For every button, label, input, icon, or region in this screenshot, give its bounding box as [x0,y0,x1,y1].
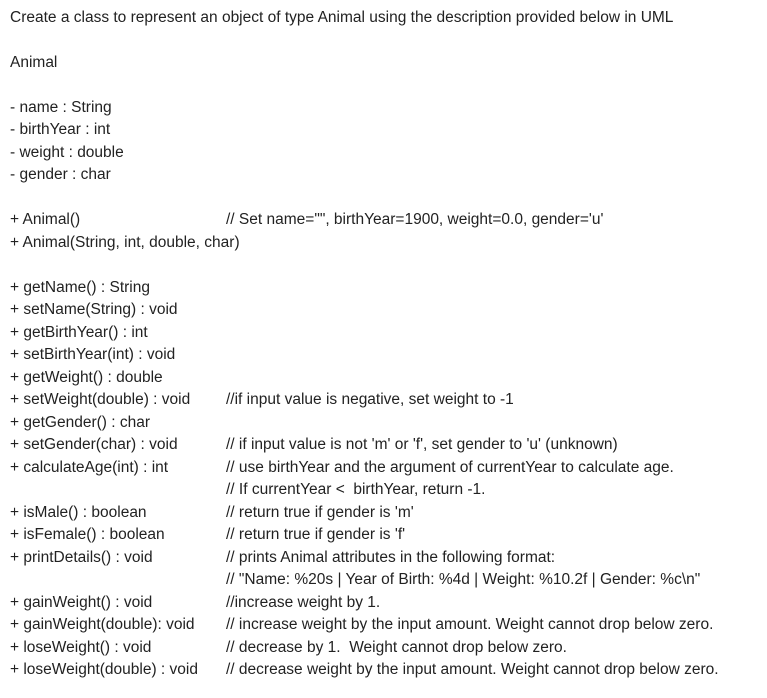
method-getweight: + getWeight() : double [10,369,163,386]
method-getname: + getName() : String [10,279,150,296]
attribute-name: - name : String [10,99,112,116]
attribute-birthyear: - birthYear : int [10,121,111,138]
attribute-gender: - gender : char [10,166,111,183]
method-setgender: + setGender(char) : void [10,436,178,453]
method-setname: + setName(String) : void [10,301,178,318]
method-printdetails-format: // "Name: %20s | Year of Birth: %4d | Weight: %10.2f | Gender: %c\n" [226,571,701,588]
method-ismale-comment: // return true if gender is 'm' [226,504,414,521]
method-printdetails-comment: // prints Animal attributes in the following format: [226,549,556,566]
method-loseweight-double: + loseWeight(double) : void [10,661,198,678]
class-name: Animal [10,54,58,71]
method-getbirthyear: + getBirthYear() : int [10,324,148,341]
method-loseweight-double-comment: // decrease weight by the input amount. Weight cannot drop below zero. [226,661,719,678]
method-calculateage-comment-2: // If currentYear < birthYear, return -1. [226,481,486,498]
method-setweight: + setWeight(double) : void [10,391,191,408]
constructor-default: + Animal() [10,211,81,228]
method-setweight-comment: //if input value is negative, set weight to -1 [226,391,514,408]
method-loseweight: + loseWeight() : void [10,639,152,656]
method-getgender: + getGender() : char [10,414,150,431]
method-gainweight-comment: //increase weight by 1. [226,594,381,611]
method-setgender-comment: // if input value is not 'm' or 'f', set gender to 'u' (unknown) [226,436,618,453]
method-isfemale-comment: // return true if gender is 'f' [226,526,406,543]
method-calculateage: + calculateAge(int) : int [10,459,169,476]
method-loseweight-comment: // decrease by 1. Weight cannot drop below zero. [226,639,567,656]
method-calculateage-comment: // use birthYear and the argument of currentYear to calculate age. [226,459,674,476]
constructor-full: + Animal(String, int, double, char) [10,234,240,251]
method-gainweight-double-comment: // increase weight by the input amount. Weight cannot drop below zero. [226,616,714,633]
method-setbirthyear: + setBirthYear(int) : void [10,346,176,363]
constructor-default-comment: // Set name="", birthYear=1900, weight=0.0, gender='u' [226,211,604,228]
method-ismale: + isMale() : boolean [10,504,147,521]
method-isfemale: + isFemale() : boolean [10,526,165,543]
method-printdetails: + printDetails() : void [10,549,153,566]
method-gainweight: + gainWeight() : void [10,594,153,611]
intro-text: Create a class to represent an object of type Animal using the description provided below in UML [10,9,674,26]
attribute-weight: - weight : double [10,144,124,161]
method-gainweight-double: + gainWeight(double): void [10,616,195,633]
